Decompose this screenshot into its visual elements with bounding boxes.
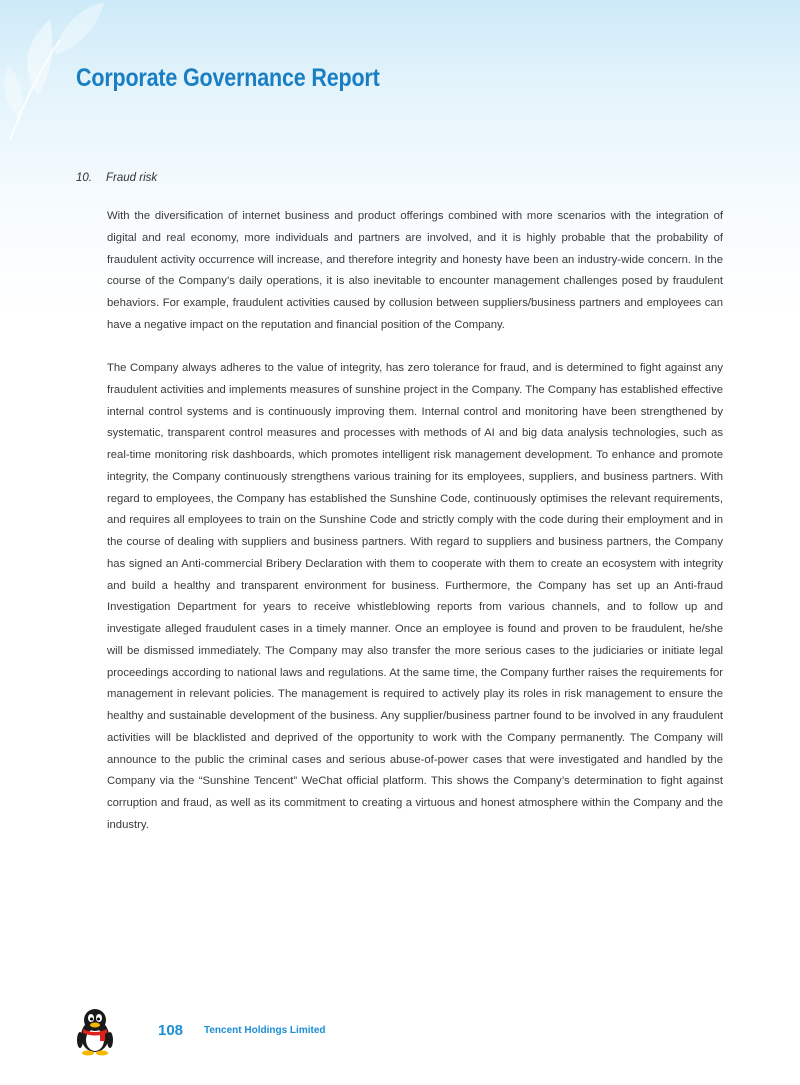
page-title: Corporate Governance Report [76, 64, 380, 92]
body-paragraph: The Company always adheres to the value of integrity, has zero tolerance for fraud, and is determined to fight against any fraudulent activities and implements measures of sunshine project in the Company. The Company has established effective internal control systems and is continuously improving them. Internal control and monitoring have been strengthened by systematic, transparent control measures and processes with methods of AI and big data analysis technologies, such as real-time monitoring risk dashboards, which promotes intelligent risk management development. To enhance and promote integrity, the Company continuously strengthens various training for its employees, suppliers, and business partners. With regard to employees, the Company has established the Sunshine Code, continuously optimises the relevant requirements, and requires all employees to train on the Sunshine Code and strictly comply with the code during their employment and in the course of dealing with suppliers and business partners. With regard to suppliers and business partners, the Company has signed an Anti-commercial Bribery Declaration with them to cooperate with them to create an ecosystem with integrity and build a healthy and transparent environment for business. Furthermore, the Company has set up an Anti-fraud Investigation Department for years to receive whistleblowing reports from various channels, and to follow up and investigate alleged fraudulent cases in a timely manner. Once an employee is found and proven to be fraudulent, he/she will be dismissed immediately. The Company may also transfer the more serious cases to the judiciaries or initiate legal proceedings according to national laws and regulations. At the same time, the Company further raises the requirements for management in relevant policies. The management is required to actively play its roles in risk management to ensure the healthy and sustainable development of the business. Any supplier/business partner found to be involved in any fraudulent activities will be blacklisted and deprived of the opportunity to work with the Company permanently. The Company will announce to the public the criminal cases and serious abuse-of-power cases that were investigated and handled by the Company via the “Sunshine Tencent” WeChat official platform. This shows the Company’s determination to fight against corruption and fraud, as well as its commitment to creating a virtuous and honest atmosphere within the Company and the industry. [107, 362, 723, 831]
section-number: 10. [76, 172, 92, 184]
company-name: Tencent Holdings Limited [204, 1025, 326, 1036]
body-paragraph: With the diversification of internet business and product offerings combined with more scenarios with the integration of digital and real economy, more individuals and partners are involved, and it is highly probable that the probability of fraudulent activity occurrence will increase, and therefore integrity and honesty have been an industry-wide concern. In the course of the Company’s daily operations, it is also inevitable to encounter management challenges posed by fraudulent behaviors. For example, fraudulent activities caused by collusion between suppliers/business partners and employees can have a negative impact on the reputation and financial position of the Company. [107, 210, 723, 331]
page-number: 108 [158, 1022, 184, 1039]
penguin-mascot-icon [74, 1006, 116, 1056]
section-heading [76, 172, 157, 184]
section-title: Fraud risk [106, 172, 158, 184]
